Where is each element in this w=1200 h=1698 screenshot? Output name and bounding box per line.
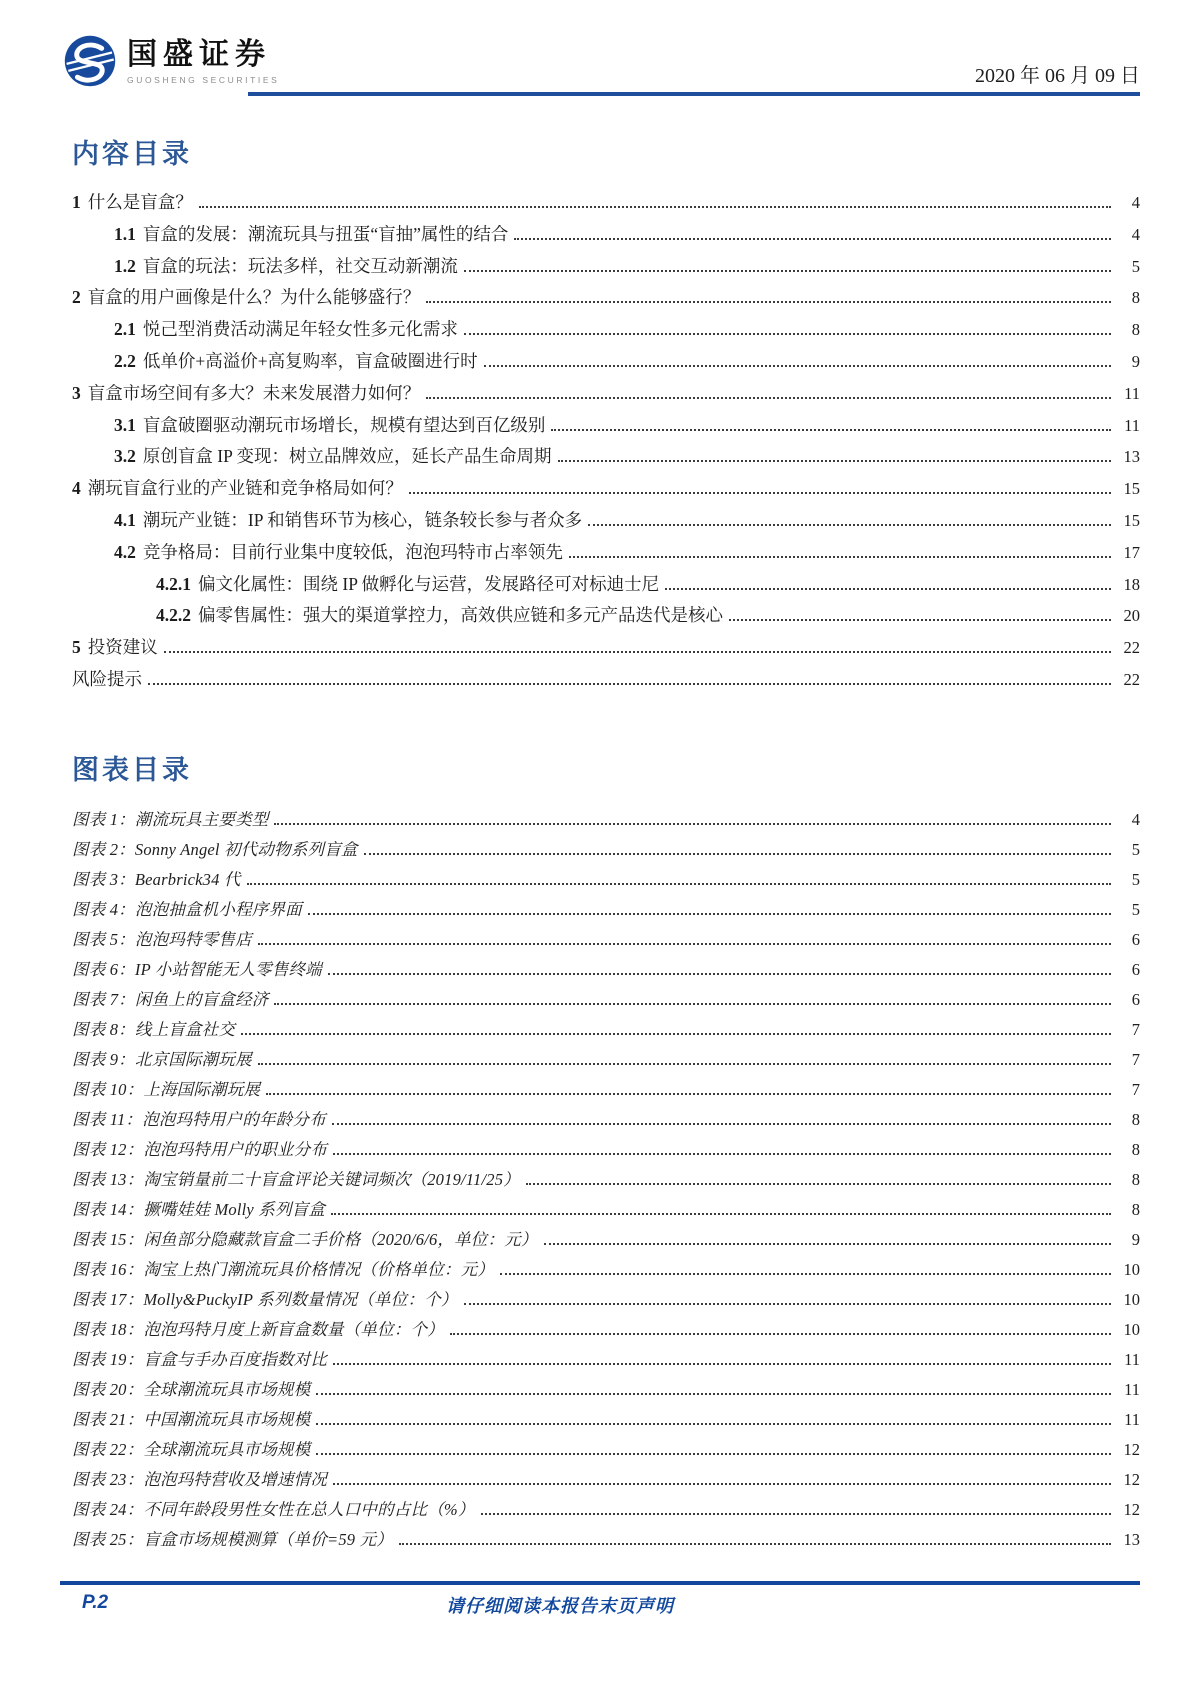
dotted-leader [266,1093,1111,1095]
dotted-leader [464,270,1111,272]
toc-entry-number: 4.1 [114,509,136,530]
contents-section-title: 内容目录 [72,139,192,169]
toc-entry-page: 15 [1123,479,1140,499]
toc-entry-title: 潮玩产业链：IP 和销售环节为核心，链条较长参与者众多 [142,509,583,530]
toc-entry [72,600,1140,632]
figure-entry [72,805,1140,835]
footer-disclaimer: 请仔细阅读本报告末页声明 [446,1596,674,1616]
toc-entry-page: 20 [1123,606,1140,626]
toc-entry [72,219,1140,251]
toc-entry-page: 11 [1124,383,1140,403]
figure-entry [72,1135,1140,1165]
toc-entry-title: 盲盒的用户画像是什么？为什么能够盛行？ [87,287,421,308]
brand-text [127,34,279,85]
toc-entry-number: 4 [72,478,81,499]
figure-entry [72,1375,1140,1405]
figure-entry-title: 图表 19：盲盒与手办百度指数对比 [72,1349,328,1369]
figure-entry-title: 图表 15：闲鱼部分隐藏款盲盒二手价格（2020/6/6，单位：元） [72,1229,538,1249]
toc-entry-title: 投资建议 [87,637,158,658]
figures-section-title: 图表目录 [72,754,192,785]
dotted-leader [399,1543,1111,1545]
dotted-leader [331,1213,1111,1215]
figure-entry-title: 图表 21：中国潮流玩具市场规模 [72,1409,311,1429]
dotted-leader [569,556,1111,558]
toc-entry [72,537,1140,569]
figure-entry [72,1225,1140,1255]
dotted-leader [164,651,1111,653]
figure-entry-page: 4 [1131,809,1140,829]
figure-entry-page: 12 [1123,1439,1140,1459]
toc-entry-number: 1.2 [114,255,136,276]
toc-entry [72,378,1140,410]
toc-entry-number: 3 [72,382,81,403]
figure-entry-title: 图表 7：闲鱼上的盲盒经济 [72,989,269,1009]
header-divider [248,92,1140,96]
toc-entry-title: 什么是盲盒？ [87,192,193,212]
figure-entry-title: 图表 13：淘宝销量前二十盲盒评论关键词频次（2019/11/25） [72,1169,520,1189]
dotted-leader [484,365,1111,367]
figure-entry-page: 5 [1131,869,1140,889]
toc-entry-page: 11 [1124,415,1140,435]
toc-entry [72,187,1140,219]
toc-entry [72,282,1140,314]
figure-entry [72,955,1140,985]
toc-entry-page: 8 [1131,288,1140,308]
figure-entry-page: 11 [1124,1379,1140,1399]
toc-entry-page: 22 [1123,669,1140,689]
dotted-leader [247,883,1111,885]
figure-entry-title: 图表 18：泡泡玛特月度上新盲盒数量（单位：个） [72,1319,444,1339]
figure-entry-page: 6 [1131,989,1140,1009]
contents-list [72,187,1140,696]
brand-name-en: GUOSHENG SECURITIES [127,75,280,85]
dotted-leader [665,588,1111,590]
figure-entry [72,1315,1140,1345]
dotted-leader [148,683,1111,685]
figure-entry-page: 12 [1123,1469,1140,1489]
toc-entry [72,346,1140,378]
dotted-leader [588,524,1111,526]
dotted-leader [274,823,1111,825]
figure-entry [72,895,1140,925]
toc-entry-page: 4 [1131,224,1140,244]
toc-entry [72,569,1140,601]
dotted-leader [558,460,1111,462]
figure-entry-title: 图表 3：Bearbrick34 代 [72,869,241,889]
dotted-leader [500,1273,1111,1275]
figure-entry [72,1525,1140,1555]
toc-entry-title: 盲盒的发展：潮流玩具与扭蛋“盲抽”属性的结合 [142,223,509,244]
figure-entry [72,865,1140,895]
figure-entry-title: 图表 2：Sonny Angel 初代动物系列盲盒 [72,839,358,859]
dotted-leader [333,1483,1111,1485]
figure-entry-title: 图表 1：潮流玩具主要类型 [72,809,269,829]
toc-entry [72,441,1140,473]
figure-entry [72,1165,1140,1195]
figure-entry-title: 图表 8：线上盲盒社交 [72,1019,236,1039]
toc-entry-number: 5 [72,637,81,658]
toc-entry-title: 盲盒的玩法：玩法多样，社交互动新潮流 [142,255,458,276]
figure-entry-title: 图表 9：北京国际潮玩展 [72,1049,252,1069]
figure-entry-page: 8 [1131,1199,1140,1219]
dotted-leader [333,1153,1111,1155]
toc-entry-number: 2.1 [114,319,136,340]
toc-entry-number: 4.2.1 [156,573,191,594]
report-header [63,34,1140,96]
dotted-leader [316,1393,1111,1395]
figure-entry-page: 11 [1124,1409,1140,1429]
toc-entry-page: 17 [1123,542,1140,562]
toc-entry [72,314,1140,346]
dotted-leader [241,1033,1111,1035]
toc-entry [72,251,1140,283]
figure-entry-title: 图表 5：泡泡玛特零售店 [72,929,252,949]
figure-entry-page: 10 [1123,1319,1140,1339]
figure-entry-page: 7 [1131,1019,1140,1039]
toc-entry-title: 悦己型消费活动满足年轻女性多元化需求 [142,319,458,340]
toc-entry-number: 2 [72,287,81,308]
dotted-leader [274,1003,1111,1005]
dotted-leader [526,1183,1111,1185]
figure-entry-page: 7 [1131,1079,1140,1099]
toc-entry-number: 4.2.2 [156,605,191,626]
dotted-leader [258,1063,1111,1065]
figure-entry-page: 6 [1131,929,1140,949]
figure-entry [72,1105,1140,1135]
figure-entry [72,1435,1140,1465]
figure-entry [72,1285,1140,1315]
toc-entry-title: 盲盒市场空间有多大？未来发展潜力如何？ [87,382,421,403]
dotted-leader [332,1123,1111,1125]
figure-entry-title: 图表 16：淘宝上热门潮流玩具价格情况（价格单位：元） [72,1259,495,1279]
dotted-leader [481,1513,1111,1515]
figure-entry [72,1495,1140,1525]
dotted-leader [729,619,1111,621]
dotted-leader [364,853,1111,855]
toc-entry-page: 18 [1123,574,1140,594]
figure-entry-page: 13 [1123,1529,1140,1549]
guosheng-logo-icon [63,34,117,88]
figure-entry-page: 11 [1124,1349,1140,1369]
figure-entry-page: 8 [1131,1139,1140,1159]
figure-entry-page: 7 [1131,1049,1140,1069]
toc-entry-number: 2.2 [114,350,136,371]
figure-entry-title: 图表 14：撅嘴娃娃 Molly 系列盲盒 [72,1199,326,1219]
figure-entry-page: 8 [1131,1109,1140,1129]
dotted-leader [409,492,1111,494]
figure-entry [72,1015,1140,1045]
figure-entry-title: 图表 24：不同年龄段男性女性在总人口中的占比（%） [72,1499,475,1519]
figure-entry-page: 5 [1131,899,1140,919]
figure-entry [72,1465,1140,1495]
toc-entry-page: 22 [1123,638,1140,658]
report-footer [60,1581,1140,1614]
dotted-leader [316,1453,1111,1455]
toc-entry [72,505,1140,537]
figure-entry-page: 6 [1131,959,1140,979]
toc-entry-page: 13 [1123,447,1140,467]
figures-list [72,805,1140,1555]
figure-entry-title: 图表 4：泡泡抽盒机小程序界面 [72,899,302,919]
figure-entry-page: 9 [1131,1229,1140,1249]
report-date: 2020 年 06 月 09 日 [975,65,1140,87]
figure-entry-title: 图表 23：泡泡玛特营收及增速情况 [72,1469,328,1489]
toc-entry-page: 15 [1123,510,1140,530]
figure-entry-title: 图表 11：泡泡玛特用户的年龄分布 [72,1109,326,1129]
figure-entry-page: 12 [1123,1499,1140,1519]
toc-entry-title: 低单价+高溢价+高复购率，盲盒破圈进行时 [142,350,478,371]
figure-entry-title: 图表 12：泡泡玛特用户的职业分布 [72,1139,328,1159]
figure-entry [72,835,1140,865]
toc-entry [72,664,1140,696]
toc-entry-title: 竞争格局：目前行业集中度较低，泡泡玛特市占率领先 [142,541,563,562]
dotted-leader [316,1423,1111,1425]
figure-entry-page: 10 [1123,1259,1140,1279]
figure-entry [72,1255,1140,1285]
toc-entry [72,410,1140,442]
footer-page-number: P.2 [82,1592,109,1613]
toc-entry-title: 原创盲盒 IP 变现：树立品牌效应，延长产品生命周期 [142,446,552,467]
toc-entry-number: 4.2 [114,541,136,562]
toc-entry-title: 风险提示 [72,668,142,689]
figure-entry-title: 图表 22：全球潮流玩具市场规模 [72,1439,311,1459]
figure-entry-page: 5 [1131,839,1140,859]
figure-entry [72,1345,1140,1375]
dotted-leader [308,913,1111,915]
dotted-leader [450,1333,1111,1335]
figure-entry [72,1195,1140,1225]
toc-entry-number: 3.2 [114,446,136,467]
toc-entry-number: 1 [72,192,81,212]
figure-entry [72,1045,1140,1075]
toc-entry-page: 8 [1131,320,1140,340]
figure-entry-page: 8 [1131,1169,1140,1189]
figure-entry-title: 图表 25：盲盒市场规模测算（单价=59 元） [72,1529,393,1549]
dotted-leader [328,973,1111,975]
figure-entry [72,1405,1140,1435]
figure-entry-title: 图表 10：上海国际潮玩展 [72,1079,261,1099]
toc-entry-number: 3.1 [114,414,136,435]
toc-entry-page: 5 [1131,256,1140,276]
figure-entry-title: 图表 20：全球潮流玩具市场规模 [72,1379,311,1399]
dotted-leader [426,301,1111,303]
dotted-leader [551,429,1111,431]
dotted-leader [258,943,1111,945]
dotted-leader [199,206,1111,208]
toc-entry [72,473,1140,505]
toc-entry-number: 1.1 [114,223,136,244]
figure-entry-page: 10 [1123,1289,1140,1309]
toc-entry-title: 偏零售属性：强大的渠道掌控力，高效供应链和多元产品迭代是核心 [198,605,723,626]
dotted-leader [333,1363,1111,1365]
figure-entry [72,925,1140,955]
toc-entry-title: 盲盒破圈驱动潮玩市场增长，规模有望达到百亿级别 [142,414,546,435]
toc-entry-page: 9 [1131,351,1140,371]
dotted-leader [426,397,1111,399]
toc-entry-page: 4 [1131,193,1140,212]
figure-entry-title: 图表 6：IP 小站智能无人零售终端 [72,959,322,979]
dotted-leader [464,1303,1111,1305]
dotted-leader [544,1243,1111,1245]
toc-entry-title: 偏文化属性：围绕 IP 做孵化与运营，发展路径可对标迪士尼 [198,573,660,594]
dotted-leader [464,333,1111,335]
figure-entry-title: 图表 17：Molly&PuckyIP 系列数量情况（单位：个） [72,1289,458,1309]
toc-entry-title: 潮玩盲盒行业的产业链和竞争格局如何？ [87,478,403,499]
dotted-leader [514,238,1111,240]
figure-entry [72,985,1140,1015]
figure-entry [72,1075,1140,1105]
brand-name-cn: 国盛证券 [127,38,271,71]
toc-entry [72,632,1140,664]
